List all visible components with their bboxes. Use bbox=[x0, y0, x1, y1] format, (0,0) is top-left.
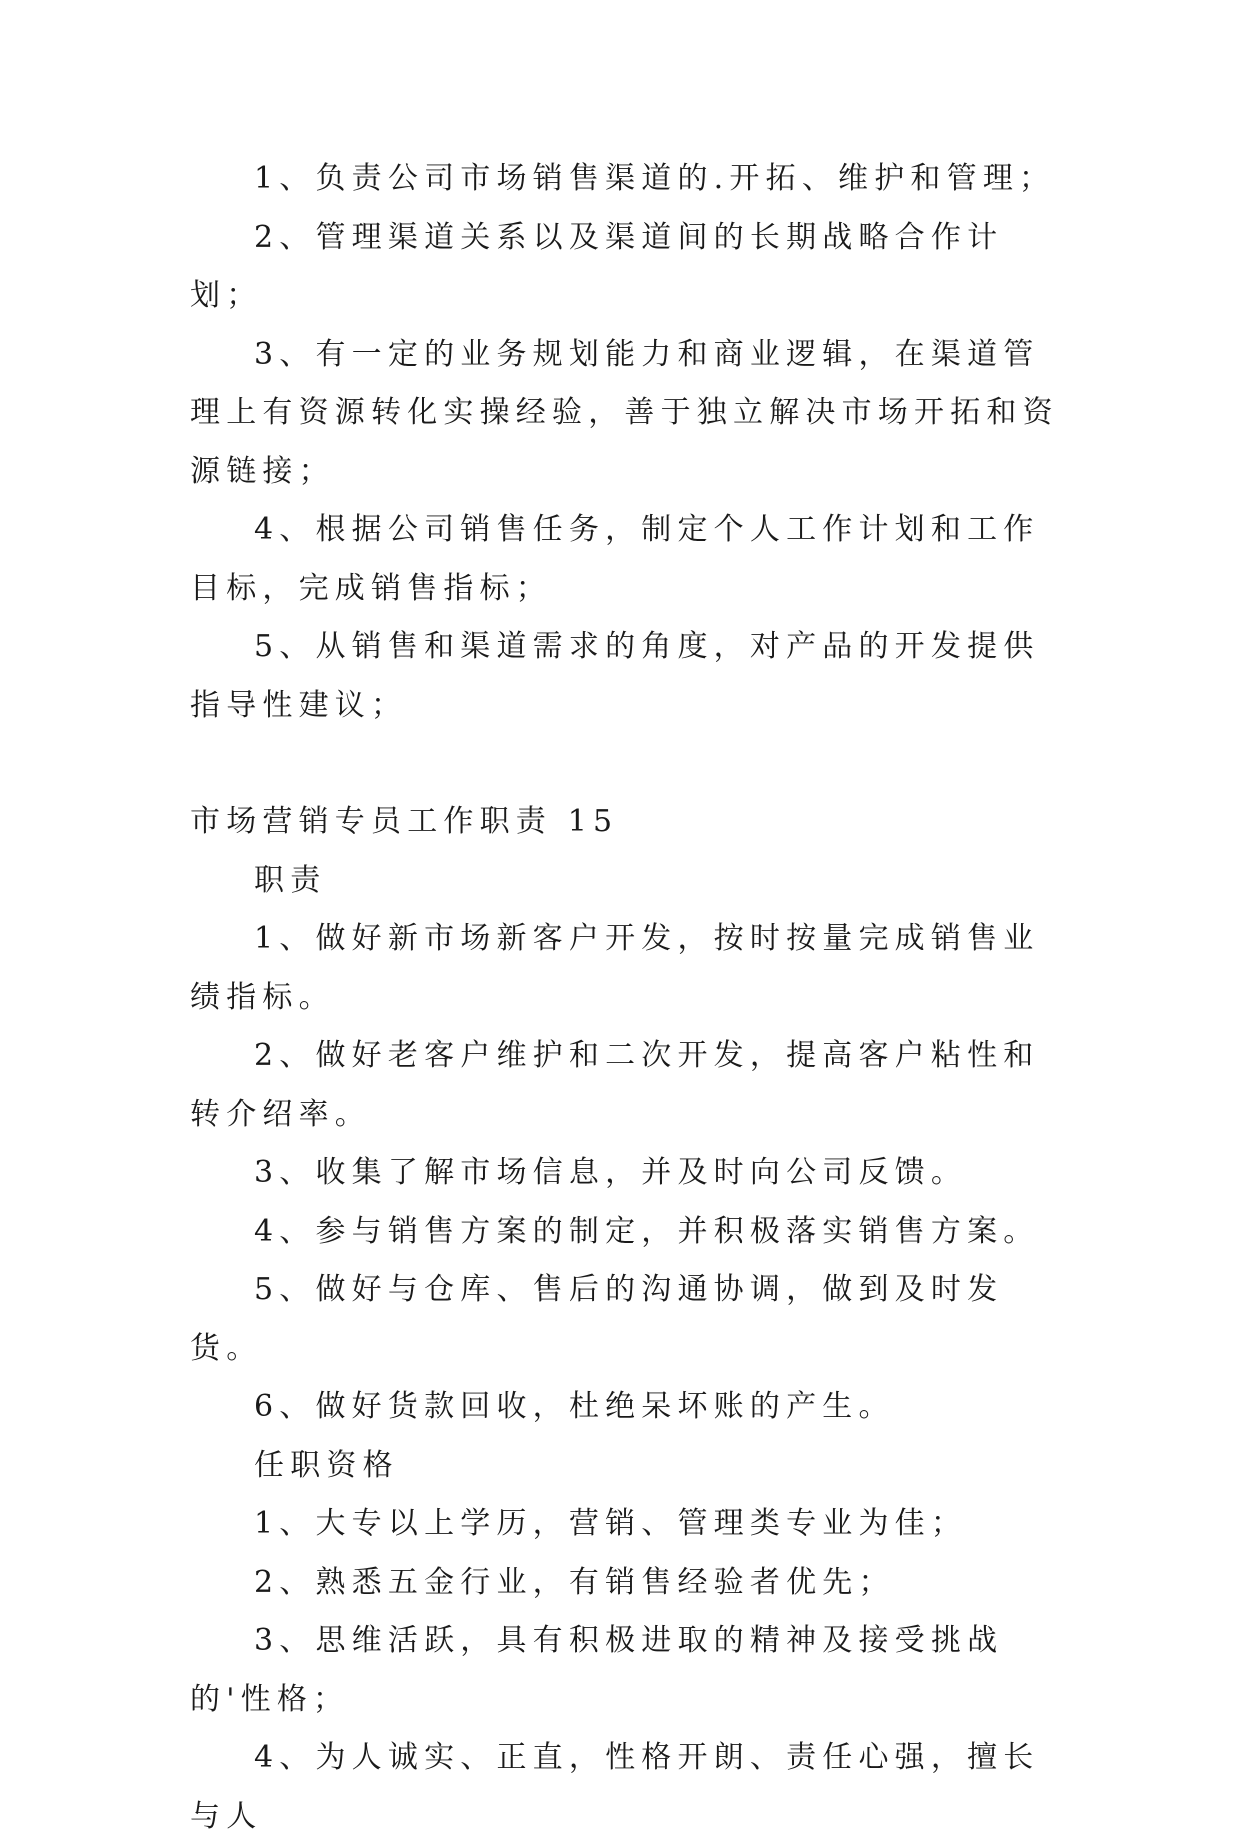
list-item: 6、做好货款回收，杜绝呆坏账的产生。 bbox=[254, 1389, 895, 1424]
qualifications-heading: 任职资格 bbox=[254, 1447, 399, 1483]
list-item: 3、思维活跃，具有积极进取的精神及接受挑战的'性格； bbox=[190, 1623, 1004, 1717]
list-item: 1、负责公司市场销售渠道的.开拓、维护和管理； bbox=[254, 161, 1056, 196]
list-item: 1、做好新市场新客户开发，按时按量完成销售业绩指标。 bbox=[190, 921, 1040, 1015]
list-item: 2、熟悉五金行业，有销售经验者优先； bbox=[254, 1564, 895, 1600]
list-item: 4、为人诚实、正直，性格开朗、责任心强，擅长与人 bbox=[190, 1740, 1040, 1834]
list-item: 3、有一定的业务规划能力和商业逻辑，在渠道管理上有资源转化实操经验，善于独立解决市场开拓和资源链接； bbox=[190, 336, 1059, 489]
list-item: 3、收集了解市场信息，并及时向公司反馈。 bbox=[254, 1155, 968, 1190]
list-item: 4、根据公司销售任务，制定个人工作计划和工作目标，完成销售指标； bbox=[190, 512, 1040, 606]
list-item: 4、参与销售方案的制定，并积极落实销售方案。 bbox=[254, 1213, 1040, 1249]
list-item: 5、从销售和渠道需求的角度，对产品的开发提供指导性建议； bbox=[190, 629, 1040, 723]
document-content bbox=[190, 150, 1070, 1846]
list-item: 2、做好老客户维护和二次开发，提高客户粘性和转介绍率。 bbox=[190, 1038, 1040, 1132]
list-item: 2、管理渠道关系以及渠道间的长期战略合作计划； bbox=[190, 219, 1004, 313]
duties-heading: 职责 bbox=[254, 862, 327, 898]
section-title: 市场营销专员工作职责 15 bbox=[190, 804, 619, 839]
list-item: 5、做好与仓库、售后的沟通协调，做到及时发货。 bbox=[190, 1272, 1004, 1366]
list-item: 1、大专以上学历，营销、管理类专业为佳； bbox=[254, 1506, 968, 1541]
